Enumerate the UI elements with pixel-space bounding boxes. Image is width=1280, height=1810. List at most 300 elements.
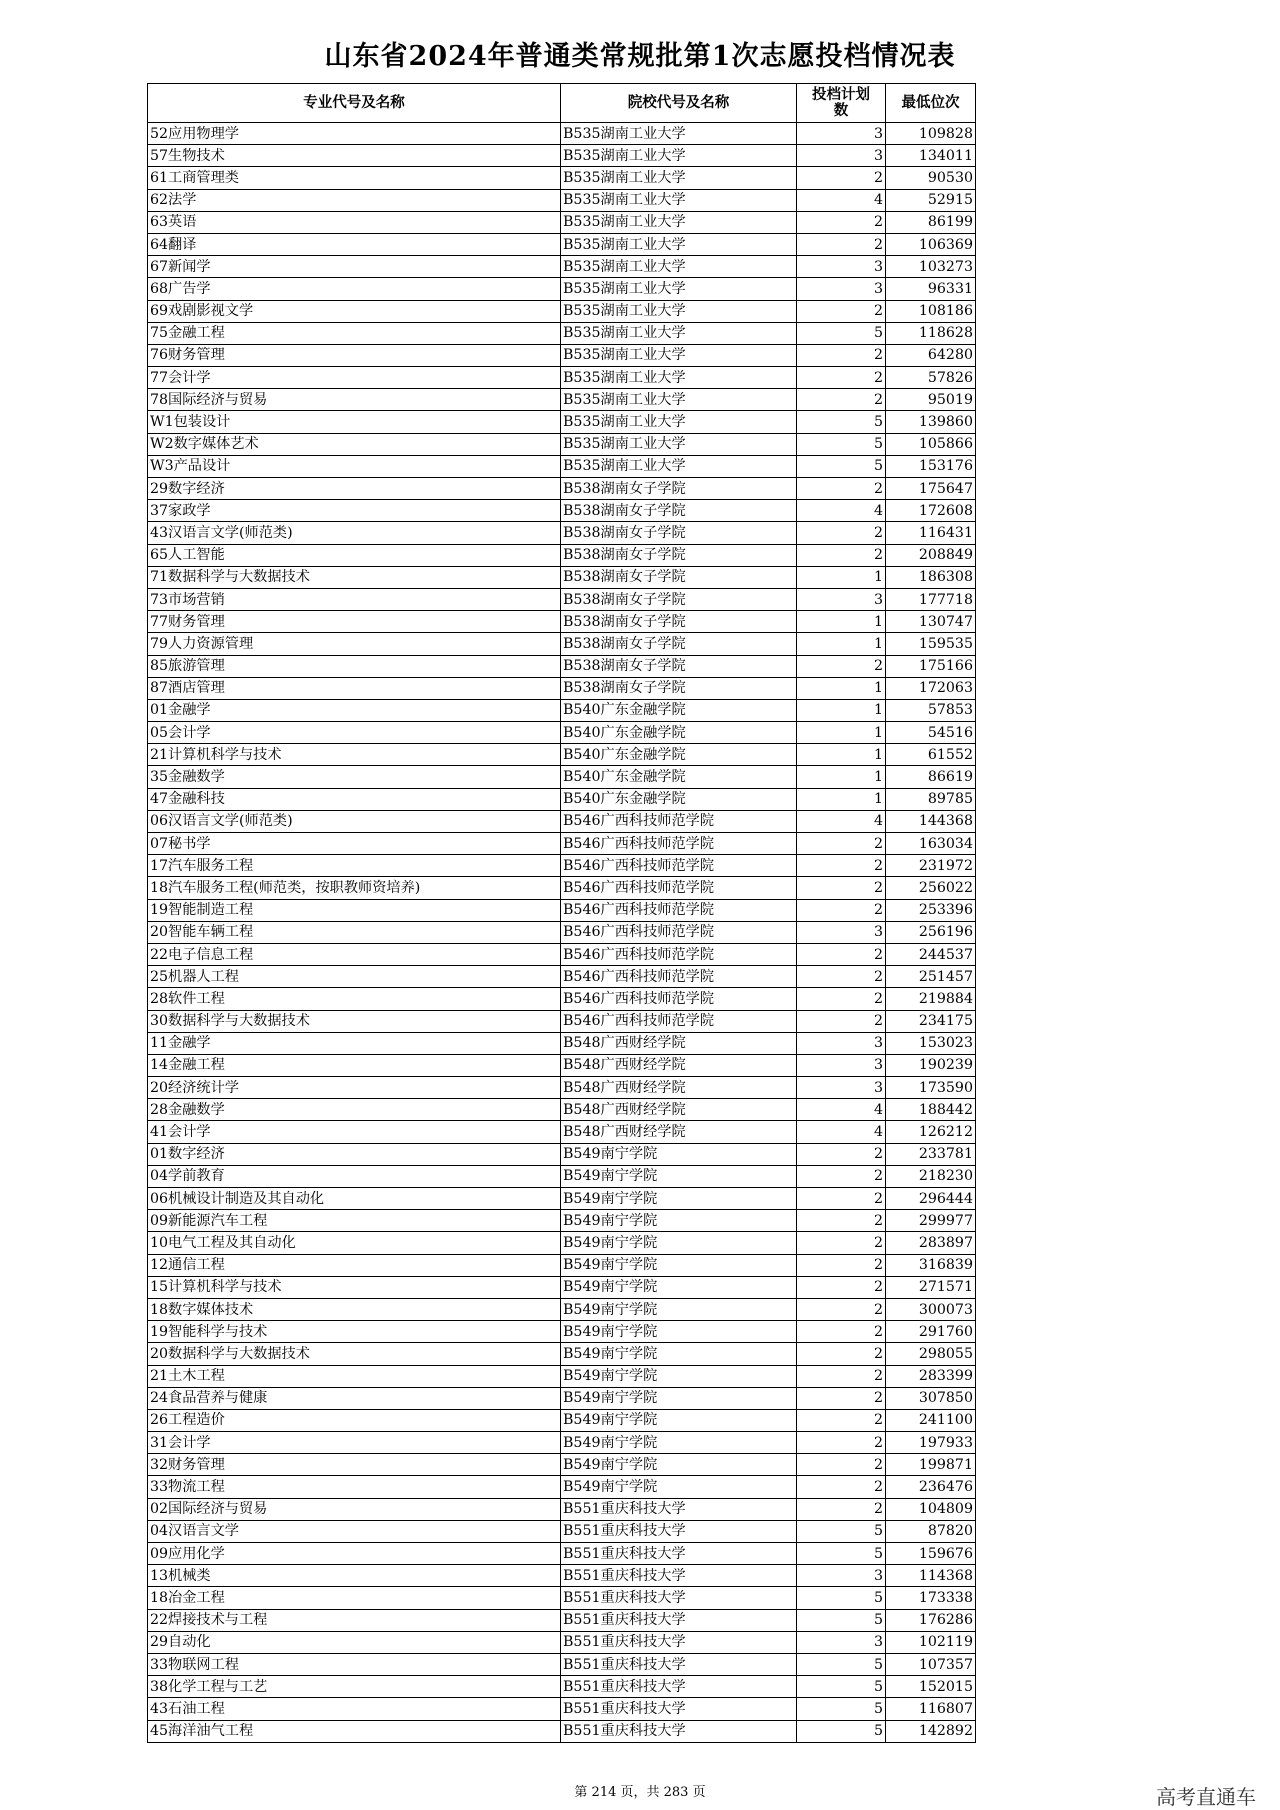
plan-cell: 2 [797, 344, 886, 366]
plan-cell: 3 [797, 1077, 886, 1099]
rank-cell: 283897 [886, 1232, 976, 1254]
rank-cell: 307850 [886, 1387, 976, 1409]
table-row [148, 167, 976, 189]
table-row [148, 344, 976, 366]
header-rank: 最低位次 [886, 84, 976, 123]
major-cell: 63英语 [148, 211, 561, 233]
table-row [148, 1232, 976, 1254]
plan-cell: 2 [797, 1454, 886, 1476]
rank-cell: 86619 [886, 766, 976, 788]
school-cell: B549南宁学院 [561, 1321, 797, 1343]
major-cell: 52应用物理学 [148, 123, 561, 145]
header-plan-label: 投档计划数 [812, 87, 870, 119]
major-cell: 43汉语言文学(师范类) [148, 522, 561, 544]
school-cell: B535湖南工业大学 [561, 278, 797, 300]
rank-cell: 52915 [886, 189, 976, 211]
rank-cell: 107357 [886, 1653, 976, 1675]
school-cell: B546广西科技师范学院 [561, 988, 797, 1010]
major-cell: 29自动化 [148, 1631, 561, 1653]
major-cell: 20经济统计学 [148, 1077, 561, 1099]
school-cell: B548广西财经学院 [561, 1099, 797, 1121]
major-cell: 04学前教育 [148, 1165, 561, 1187]
plan-cell: 5 [797, 1653, 886, 1675]
table-row [148, 588, 976, 610]
school-cell: B549南宁学院 [561, 1143, 797, 1165]
header-plan [797, 84, 886, 123]
table-row [148, 1565, 976, 1587]
table-row [148, 633, 976, 655]
rank-cell: 90530 [886, 167, 976, 189]
plan-cell: 2 [797, 1276, 886, 1298]
plan-cell: 2 [797, 966, 886, 988]
page-title: 山东省2024年普通类常规批第1次志愿投档情况表 [324, 41, 956, 72]
major-cell: W3产品设计 [148, 455, 561, 477]
school-cell: B535湖南工业大学 [561, 189, 797, 211]
rank-cell: 175647 [886, 478, 976, 500]
major-cell: 32财务管理 [148, 1454, 561, 1476]
major-cell: 05会计学 [148, 722, 561, 744]
school-cell: B546广西科技师范学院 [561, 943, 797, 965]
major-cell: 06机械设计制造及其自动化 [148, 1188, 561, 1210]
school-cell: B538湖南女子学院 [561, 478, 797, 500]
school-cell: B546广西科技师范学院 [561, 877, 797, 899]
rank-cell: 176286 [886, 1609, 976, 1631]
rank-cell: 54516 [886, 722, 976, 744]
table-row [148, 1099, 976, 1121]
school-cell: B548广西财经学院 [561, 1077, 797, 1099]
plan-cell: 2 [797, 1254, 886, 1276]
plan-cell: 3 [797, 1054, 886, 1076]
school-cell: B551重庆科技大学 [561, 1543, 797, 1565]
rank-cell: 208849 [886, 544, 976, 566]
plan-cell: 4 [797, 189, 886, 211]
major-cell: 19智能制造工程 [148, 899, 561, 921]
school-cell: B549南宁学院 [561, 1188, 797, 1210]
school-cell: B549南宁学院 [561, 1210, 797, 1232]
plan-cell: 2 [797, 1232, 886, 1254]
school-cell: B546广西科技师范学院 [561, 899, 797, 921]
major-cell: 10电气工程及其自动化 [148, 1232, 561, 1254]
table-row [148, 810, 976, 832]
major-cell: 87酒店管理 [148, 677, 561, 699]
plan-cell: 2 [797, 1298, 886, 1320]
plan-cell: 5 [797, 455, 886, 477]
rank-cell: 116431 [886, 522, 976, 544]
school-cell: B535湖南工业大学 [561, 389, 797, 411]
school-cell: B548广西财经学院 [561, 1054, 797, 1076]
plan-cell: 2 [797, 389, 886, 411]
school-cell: B549南宁学院 [561, 1432, 797, 1454]
plan-cell: 3 [797, 145, 886, 167]
rank-cell: 57826 [886, 367, 976, 389]
rank-cell: 244537 [886, 943, 976, 965]
major-cell: 76财务管理 [148, 344, 561, 366]
rank-cell: 139860 [886, 411, 976, 433]
plan-cell: 4 [797, 1121, 886, 1143]
rank-cell: 153023 [886, 1032, 976, 1054]
rank-cell: 316839 [886, 1254, 976, 1276]
major-cell: 17汽车服务工程 [148, 855, 561, 877]
rank-cell: 298055 [886, 1343, 976, 1365]
plan-cell: 2 [797, 1409, 886, 1431]
table-row [148, 1188, 976, 1210]
plan-cell: 2 [797, 211, 886, 233]
table-row [148, 988, 976, 1010]
plan-cell: 5 [797, 1520, 886, 1542]
plan-cell: 2 [797, 544, 886, 566]
rank-cell: 231972 [886, 855, 976, 877]
rank-cell: 233781 [886, 1143, 976, 1165]
major-cell: 01数字经济 [148, 1143, 561, 1165]
school-cell: B538湖南女子学院 [561, 677, 797, 699]
plan-cell: 5 [797, 1698, 886, 1720]
plan-cell: 5 [797, 433, 886, 455]
rank-cell: 173590 [886, 1077, 976, 1099]
school-cell: B551重庆科技大学 [561, 1698, 797, 1720]
plan-cell: 2 [797, 1321, 886, 1343]
plan-cell: 1 [797, 677, 886, 699]
major-cell: 20数据科学与大数据技术 [148, 1343, 561, 1365]
school-cell: B546广西科技师范学院 [561, 855, 797, 877]
rank-cell: 283399 [886, 1365, 976, 1387]
major-cell: 79人力资源管理 [148, 633, 561, 655]
table-row [148, 411, 976, 433]
major-cell: 77会计学 [148, 367, 561, 389]
school-cell: B549南宁学院 [561, 1454, 797, 1476]
school-cell: B540广东金融学院 [561, 788, 797, 810]
table-row [148, 478, 976, 500]
major-cell: 33物流工程 [148, 1476, 561, 1498]
rank-cell: 95019 [886, 389, 976, 411]
rank-cell: 172063 [886, 677, 976, 699]
plan-cell: 1 [797, 788, 886, 810]
school-cell: B535湖南工业大学 [561, 411, 797, 433]
plan-cell: 2 [797, 855, 886, 877]
rank-cell: 253396 [886, 899, 976, 921]
school-cell: B540广东金融学院 [561, 722, 797, 744]
table-row [148, 145, 976, 167]
plan-cell: 3 [797, 1631, 886, 1653]
table-row [148, 1054, 976, 1076]
major-cell: 11金融学 [148, 1032, 561, 1054]
rank-cell: 271571 [886, 1276, 976, 1298]
table-row [148, 1720, 976, 1742]
school-cell: B538湖南女子学院 [561, 633, 797, 655]
rank-cell: 256196 [886, 921, 976, 943]
major-cell: 02国际经济与贸易 [148, 1498, 561, 1520]
table-row [148, 1143, 976, 1165]
rank-cell: 256022 [886, 877, 976, 899]
table-row [148, 1653, 976, 1675]
major-cell: 62法学 [148, 189, 561, 211]
major-cell: 24食品营养与健康 [148, 1387, 561, 1409]
plan-cell: 2 [797, 1010, 886, 1032]
school-cell: B535湖南工业大学 [561, 145, 797, 167]
plan-cell: 2 [797, 1143, 886, 1165]
major-cell: 77财务管理 [148, 611, 561, 633]
rank-cell: 89785 [886, 788, 976, 810]
major-cell: 21计算机科学与技术 [148, 744, 561, 766]
plan-cell: 1 [797, 633, 886, 655]
rank-cell: 86199 [886, 211, 976, 233]
school-cell: B546广西科技师范学院 [561, 1010, 797, 1032]
major-cell: 22电子信息工程 [148, 943, 561, 965]
plan-cell: 3 [797, 123, 886, 145]
school-cell: B551重庆科技大学 [561, 1653, 797, 1675]
rank-cell: 116807 [886, 1698, 976, 1720]
table-row [148, 1298, 976, 1320]
rank-cell: 186308 [886, 566, 976, 588]
school-cell: B535湖南工业大学 [561, 433, 797, 455]
rank-cell: 175166 [886, 655, 976, 677]
major-cell: 18数字媒体技术 [148, 1298, 561, 1320]
table-row [148, 788, 976, 810]
plan-cell: 3 [797, 588, 886, 610]
table-row [148, 1210, 976, 1232]
table-row [148, 278, 976, 300]
major-cell: 28金融数学 [148, 1099, 561, 1121]
rank-cell: 103273 [886, 256, 976, 278]
plan-cell: 5 [797, 1720, 886, 1742]
rank-cell: 197933 [886, 1432, 976, 1454]
rank-cell: 299977 [886, 1210, 976, 1232]
table-row [148, 833, 976, 855]
major-cell: 68广告学 [148, 278, 561, 300]
table-row [148, 655, 976, 677]
major-cell: 20智能车辆工程 [148, 921, 561, 943]
school-cell: B546广西科技师范学院 [561, 833, 797, 855]
major-cell: 65人工智能 [148, 544, 561, 566]
major-cell: 25机器人工程 [148, 966, 561, 988]
school-cell: B538湖南女子学院 [561, 544, 797, 566]
school-cell: B551重庆科技大学 [561, 1676, 797, 1698]
header-major: 专业代号及名称 [148, 84, 561, 123]
school-cell: B551重庆科技大学 [561, 1520, 797, 1542]
school-cell: B538湖南女子学院 [561, 611, 797, 633]
table-row [148, 1498, 976, 1520]
school-cell: B549南宁学院 [561, 1409, 797, 1431]
plan-cell: 1 [797, 766, 886, 788]
major-cell: 71数据科学与大数据技术 [148, 566, 561, 588]
major-cell: 21土木工程 [148, 1365, 561, 1387]
school-cell: B535湖南工业大学 [561, 300, 797, 322]
table-row [148, 1032, 976, 1054]
school-cell: B549南宁学院 [561, 1254, 797, 1276]
table-row [148, 544, 976, 566]
table-row [148, 1609, 976, 1631]
major-cell: 13机械类 [148, 1565, 561, 1587]
table-row [148, 1010, 976, 1032]
major-cell: 04汉语言文学 [148, 1520, 561, 1542]
rank-cell: 134011 [886, 145, 976, 167]
major-cell: 37家政学 [148, 500, 561, 522]
plan-cell: 2 [797, 1188, 886, 1210]
table-row [148, 1454, 976, 1476]
school-cell: B546广西科技师范学院 [561, 966, 797, 988]
plan-cell: 2 [797, 1432, 886, 1454]
plan-cell: 2 [797, 1476, 886, 1498]
rank-cell: 236476 [886, 1476, 976, 1498]
plan-cell: 3 [797, 1032, 886, 1054]
school-cell: B540广东金融学院 [561, 699, 797, 721]
plan-cell: 5 [797, 1609, 886, 1631]
school-cell: B535湖南工业大学 [561, 344, 797, 366]
rank-cell: 142892 [886, 1720, 976, 1742]
table-row [148, 899, 976, 921]
plan-cell: 2 [797, 233, 886, 255]
school-cell: B546广西科技师范学院 [561, 921, 797, 943]
major-cell: 26工程造价 [148, 1409, 561, 1431]
rank-cell: 296444 [886, 1188, 976, 1210]
major-cell: 47金融科技 [148, 788, 561, 810]
school-cell: B538湖南女子学院 [561, 655, 797, 677]
school-cell: B540广东金融学院 [561, 766, 797, 788]
table-header-row [148, 84, 976, 123]
rank-cell: 300073 [886, 1298, 976, 1320]
table-row [148, 389, 976, 411]
table-row [148, 966, 976, 988]
rank-cell: 144368 [886, 810, 976, 832]
table-row [148, 677, 976, 699]
major-cell: 14金融工程 [148, 1054, 561, 1076]
plan-cell: 3 [797, 921, 886, 943]
table-row [148, 500, 976, 522]
plan-cell: 1 [797, 611, 886, 633]
table-row [148, 1587, 976, 1609]
major-cell: 29数字经济 [148, 478, 561, 500]
plan-cell: 2 [797, 167, 886, 189]
school-cell: B535湖南工业大学 [561, 211, 797, 233]
major-cell: 85旅游管理 [148, 655, 561, 677]
rank-cell: 102119 [886, 1631, 976, 1653]
plan-cell: 2 [797, 1498, 886, 1520]
school-cell: B540广东金融学院 [561, 744, 797, 766]
rank-cell: 130747 [886, 611, 976, 633]
table-row [148, 722, 976, 744]
school-cell: B535湖南工业大学 [561, 455, 797, 477]
table-row [148, 322, 976, 344]
plan-cell: 2 [797, 833, 886, 855]
major-cell: 07秘书学 [148, 833, 561, 855]
table-row [148, 1409, 976, 1431]
school-cell: B551重庆科技大学 [561, 1498, 797, 1520]
table-row [148, 1077, 976, 1099]
table-row [148, 211, 976, 233]
school-cell: B535湖南工业大学 [561, 167, 797, 189]
rank-cell: 87820 [886, 1520, 976, 1542]
major-cell: 67新闻学 [148, 256, 561, 278]
rank-cell: 173338 [886, 1587, 976, 1609]
table-row [148, 1121, 976, 1143]
school-cell: B548广西财经学院 [561, 1032, 797, 1054]
plan-cell: 1 [797, 699, 886, 721]
major-cell: 43石油工程 [148, 1698, 561, 1720]
plan-cell: 2 [797, 1343, 886, 1365]
major-cell: 69戏剧影视文学 [148, 300, 561, 322]
table-row [148, 233, 976, 255]
major-cell: 73市场营销 [148, 588, 561, 610]
major-cell: 78国际经济与贸易 [148, 389, 561, 411]
school-cell: B551重庆科技大学 [561, 1587, 797, 1609]
school-cell: B535湖南工业大学 [561, 322, 797, 344]
major-cell: 09应用化学 [148, 1543, 561, 1565]
table-row [148, 1476, 976, 1498]
table-row [148, 123, 976, 145]
plan-cell: 3 [797, 278, 886, 300]
major-cell: 38化学工程与工艺 [148, 1676, 561, 1698]
table-row [148, 1321, 976, 1343]
table-row [148, 189, 976, 211]
table-row [148, 877, 976, 899]
table-row [148, 943, 976, 965]
school-cell: B549南宁学院 [561, 1476, 797, 1498]
rank-cell: 291760 [886, 1321, 976, 1343]
school-cell: B549南宁学院 [561, 1387, 797, 1409]
major-cell: 22焊接技术与工程 [148, 1609, 561, 1631]
school-cell: B549南宁学院 [561, 1365, 797, 1387]
rank-cell: 104809 [886, 1498, 976, 1520]
plan-cell: 2 [797, 943, 886, 965]
rank-cell: 61552 [886, 744, 976, 766]
rank-cell: 159535 [886, 633, 976, 655]
table-row [148, 1543, 976, 1565]
major-cell: 33物联网工程 [148, 1653, 561, 1675]
major-cell: 41会计学 [148, 1121, 561, 1143]
school-cell: B535湖南工业大学 [561, 256, 797, 278]
major-cell: 01金融学 [148, 699, 561, 721]
table-row [148, 1365, 976, 1387]
plan-cell: 5 [797, 1587, 886, 1609]
rank-cell: 114368 [886, 1565, 976, 1587]
rank-cell: 251457 [886, 966, 976, 988]
rank-cell: 105866 [886, 433, 976, 455]
table-row [148, 1165, 976, 1187]
major-cell: 18汽车服务工程(师范类，按职教师资培养) [148, 877, 561, 899]
major-cell: 18冶金工程 [148, 1587, 561, 1609]
table-row [148, 566, 976, 588]
table-row [148, 1276, 976, 1298]
plan-cell: 5 [797, 322, 886, 344]
rank-cell: 126212 [886, 1121, 976, 1143]
school-cell: B538湖南女子学院 [561, 566, 797, 588]
table-row [148, 1387, 976, 1409]
school-cell: B549南宁学院 [561, 1165, 797, 1187]
rank-cell: 241100 [886, 1409, 976, 1431]
major-cell: 28软件工程 [148, 988, 561, 1010]
plan-cell: 2 [797, 300, 886, 322]
table-row [148, 1432, 976, 1454]
page-footer: 第 214 页，共 283 页 [574, 1785, 706, 1800]
school-cell: B551重庆科技大学 [561, 1565, 797, 1587]
school-cell: B535湖南工业大学 [561, 367, 797, 389]
rank-cell: 57853 [886, 699, 976, 721]
school-cell: B549南宁学院 [561, 1232, 797, 1254]
plan-cell: 2 [797, 478, 886, 500]
plan-cell: 5 [797, 411, 886, 433]
school-cell: B535湖南工业大学 [561, 233, 797, 255]
major-cell: W2数字媒体艺术 [148, 433, 561, 455]
rank-cell: 96331 [886, 278, 976, 300]
table-row [148, 1698, 976, 1720]
table-row [148, 1254, 976, 1276]
table-row [148, 256, 976, 278]
rank-cell: 218230 [886, 1165, 976, 1187]
table-row [148, 921, 976, 943]
rank-cell: 153176 [886, 455, 976, 477]
rank-cell: 109828 [886, 123, 976, 145]
rank-cell: 199871 [886, 1454, 976, 1476]
plan-cell: 5 [797, 1543, 886, 1565]
